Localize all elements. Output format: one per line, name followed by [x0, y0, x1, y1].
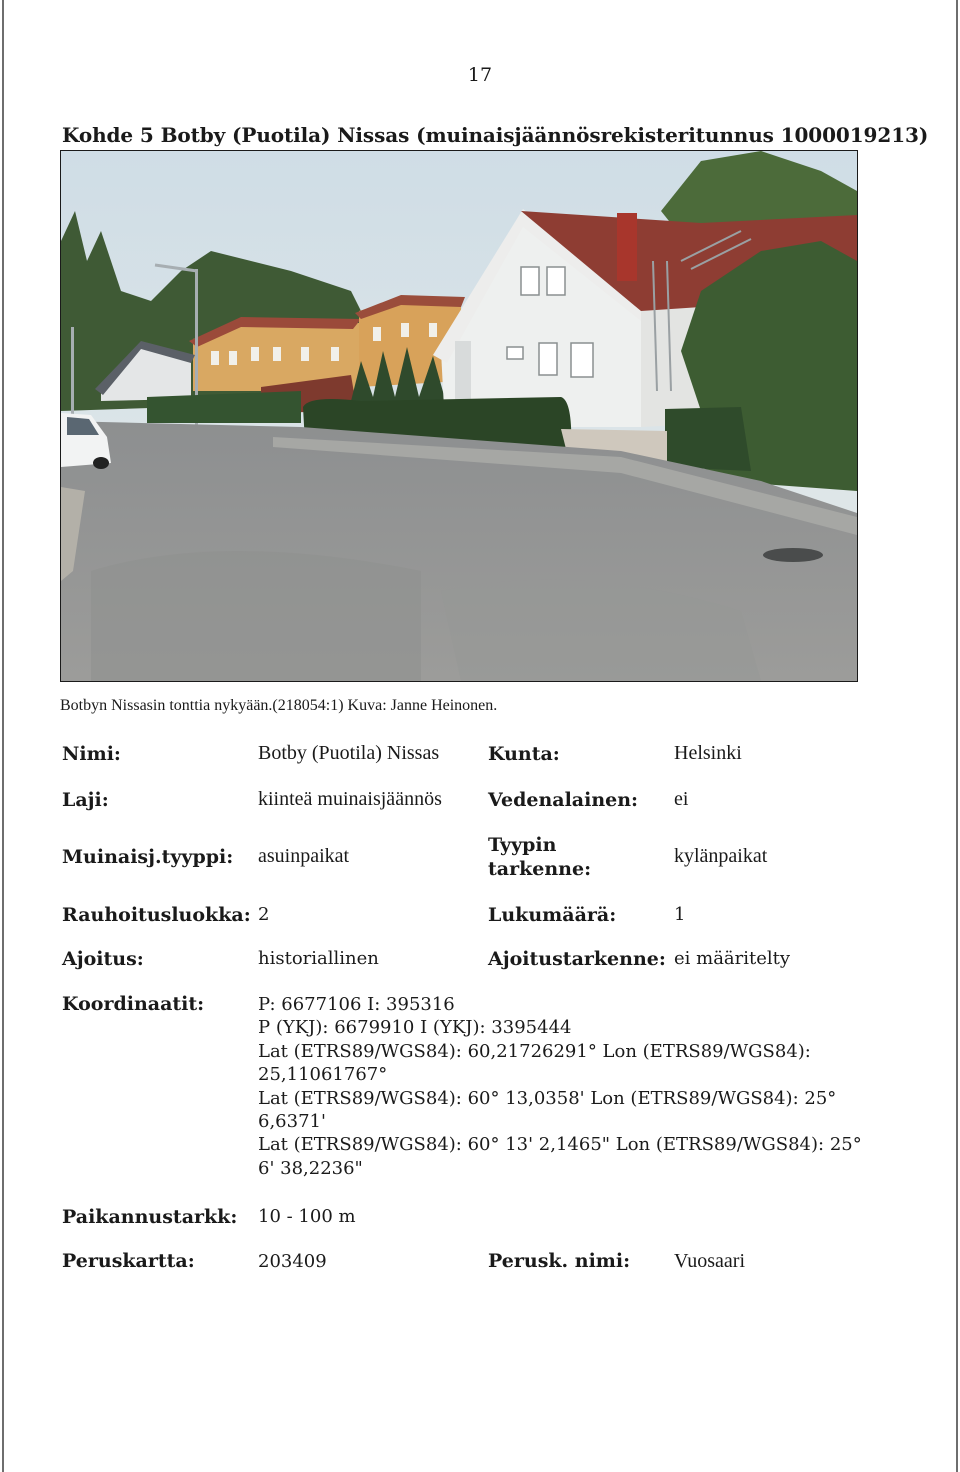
label-perusk-nimi: Perusk. nimi: [488, 1250, 631, 1272]
label-laji: Laji: [62, 789, 109, 811]
page-title: Kohde 5 Botby (Puotila) Nissas (muinaisjäännösrekisteritunnus 1000019213) [62, 123, 929, 147]
value-peruskartta: 203409 [258, 1251, 327, 1272]
label-rauhoitusluokka: Rauhoitusluokka: [62, 904, 251, 926]
value-laji: kiinteä muinaisjäännös [258, 788, 442, 810]
coordinates-block [258, 993, 898, 1180]
label-lukumaara: Lukumäärä: [488, 904, 617, 926]
value-paikannustarkk: 10 - 100 m [258, 1206, 356, 1227]
page-edge-right [956, 0, 958, 1472]
value-muinaisj-tyyppi: asuinpaikat [258, 845, 350, 867]
label-ajoitus: Ajoitus: [62, 948, 144, 970]
photo-caption: Botbyn Nissasin tonttia nykyään.(218054:1) Kuva: Janne Heinonen. [60, 697, 498, 714]
value-rauhoitusluokka: 2 [258, 904, 270, 925]
label-peruskartta: Peruskartta: [62, 1250, 195, 1272]
coordinates-line: Lat (ETRS89/WGS84): 60° 13,0358' Lon (ETRS89/WGS84): 25° [258, 1087, 837, 1109]
label-tyypin-tarkenne-line1: Tyypin [488, 834, 557, 856]
value-kunta: Helsinki [674, 742, 742, 764]
label-muinaisj-tyyppi: Muinaisj.tyyppi: [62, 846, 234, 868]
label-nimi: Nimi: [62, 743, 121, 765]
value-ajoitus: historiallinen [258, 948, 379, 969]
label-tyypin-tarkenne-line2: tarkenne: [488, 858, 592, 880]
coordinates-line: P (YKJ): 6679910 I (YKJ): 3395444 [258, 1017, 572, 1039]
value-nimi: Botby (Puotila) Nissas [258, 742, 440, 764]
label-ajoitustarkenne: Ajoitustarkenne: [488, 948, 666, 970]
coordinates-line: Lat (ETRS89/WGS84): 60° 13' 2,1465" Lon (ETRS89/WGS84): 25° [258, 1134, 862, 1156]
coordinates-line: P: 6677106 I: 395316 [258, 994, 455, 1015]
value-lukumaara: 1 [674, 904, 686, 925]
coordinates-line: Lat (ETRS89/WGS84): 60,21726291° Lon (ETRS89/WGS84): [258, 1040, 811, 1062]
coordinates-line: 6' 38,2236" [258, 1157, 363, 1179]
label-koordinaatit: Koordinaatit: [62, 993, 205, 1015]
page-number: 17 [467, 64, 493, 86]
value-tyypin-tarkenne: kylänpaikat [674, 845, 768, 867]
value-perusk-nimi: Vuosaari [674, 1250, 745, 1272]
site-photo [60, 150, 858, 682]
coordinates-line: 25,11061767° [258, 1064, 388, 1086]
value-ajoitustarkenne: ei määritelty [674, 948, 791, 969]
label-vedenalainen: Vedenalainen: [488, 789, 639, 811]
value-vedenalainen: ei [674, 788, 689, 810]
coordinates-line: 6,6371' [258, 1111, 326, 1133]
label-kunta: Kunta: [488, 743, 560, 765]
label-paikannustarkk: Paikannustarkk: [62, 1206, 238, 1228]
page-edge-left [2, 0, 4, 1472]
